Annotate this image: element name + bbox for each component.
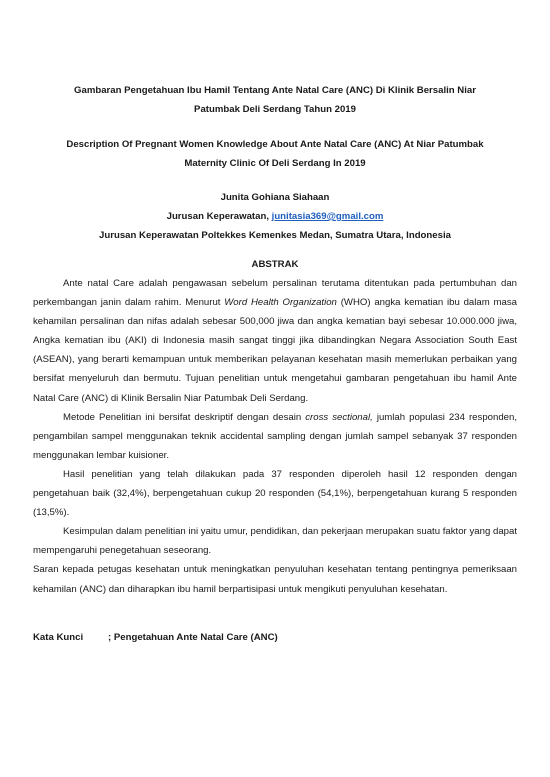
abstract-body [33,274,517,599]
author-block [30,188,520,245]
author-affiliation [30,207,520,226]
title-english [30,135,520,173]
abstract-p1-text-b: (WHO) angka kematian ibu dalam masa kehamilan persalinan dan nifas adalah sebesar 500,000 jiwa dan angka kematian bayi sebesar 10.000.000 jiwa, Angka kematian ibu (AKI) di Indonesia masih sangat tinggi jika dibandingkan Negara Association South East (ASEAN), yang berarti kemampuan untuk memberikan pelayanan kesehatan masih memerlukan perbaikan yang bersifat menyeluruh dan bermutu. Tujuan penelitian untuk mengetahui gambaran pengetahuan ibu hamil Ante Natal Care (ANC) di Klinik Bersalin Niar Patumbak Deli Serdang. [33,297,517,404]
abstract-p2-cross-sectional: cross sectional, [305,411,373,423]
abstract-paragraph-results: Hasil penelitian yang telah dilakukan pada 37 responden diperoleh hasil 12 responden dengan pengetahuan baik (32,4%), berpengetahuan cukup 20 responden (54,1%), berpengetahuan kurang 5 responden (13,5%). [33,468,517,519]
abstract-p2-text-b: jumlah populasi 234 responden, pengambilan sampel menggunakan teknik accidental sampling dengan jumlah sampel sebanyak 37 responden menggunakan lembar kuisioner. [33,411,517,461]
title-indonesian-line1: Gambaran Pengetahuan Ibu Hamil Tentang Ante Natal Care (ANC) Di Klinik Bersalin Niar [74,85,476,96]
abstract-p2-text-a: Metode Penelitian ini bersifat deskriptif dengan desain [63,411,306,423]
abstract-p1-text-a: Ante natal Care adalah pengawasan sebelum persalinan terutama ditentukan pada pertumbuhan dan perkembangan janin dalam rahim. Menurut [33,278,517,309]
title-english-line1: Description Of Pregnant Women Knowledge About Ante Natal Care (ANC) At Niar Patumbak [66,139,484,150]
abstract-paragraph-suggestion: Saran kepada petugas kesehatan untuk meningkatkan penyuluhan kesehatan tentang pentingnya pemeriksaan kehamilan (ANC) dan diharapkan ibu hamil berpartisipasi untuk mengikuti penyuluhan kesehatan. [33,564,517,595]
abstract-paragraph-conclusion: Kesimpulan dalam penelitian ini yaitu umur, pendidikan, dan pekerjaan merupakan suatu faktor yang dapat mempengaruhi penegetahuan seseorang. [33,526,517,557]
abstract-paragraph-method [33,408,517,465]
abstract-p1-who: Word Health Organization [224,297,337,309]
affiliation-prefix: Jurusan Keperawatan, [166,211,272,222]
keywords-label: Kata Kunci [33,632,84,643]
abstract-heading-wrap [30,255,520,274]
keywords-value: ; Pengetahuan Ante Natal Care (ANC) [108,632,278,643]
author-email-link[interactable]: junitasia369@gmail.com [271,211,384,222]
author-institution: Jurusan Keperawatan Poltekkes Kemenkes Medan, Sumatra Utara, Indonesia [99,230,451,241]
abstract-heading: ABSTRAK [251,259,299,270]
title-english-line2: Maternity Clinic Of Deli Serdang In 2019 [184,158,366,169]
abstract-paragraph-background [33,274,517,408]
title-indonesian [30,81,520,119]
keywords [33,628,278,647]
author-name: Junita Gohiana Siahaan [220,192,330,203]
title-indonesian-line2: Patumbak Deli Serdang Tahun 2019 [194,104,356,115]
